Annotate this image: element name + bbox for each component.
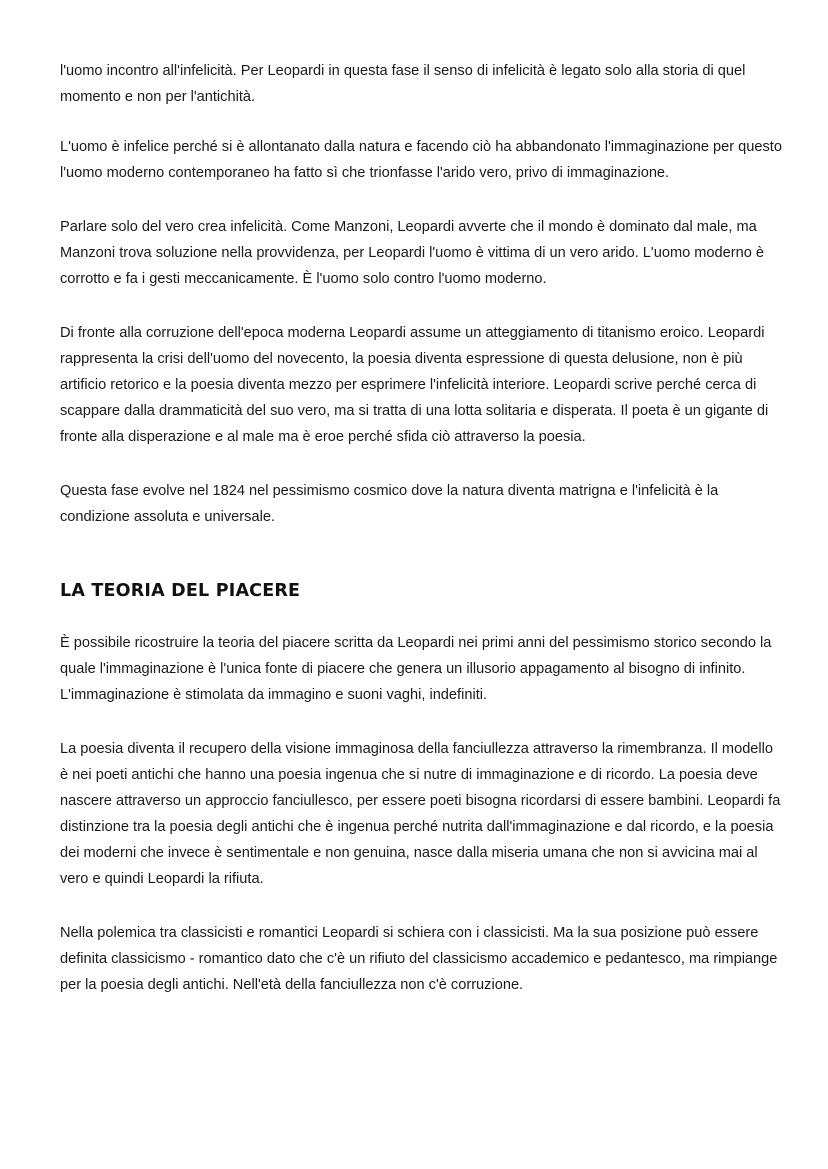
paragraph-5: Questa fase evolve nel 1824 nel pessimismo cosmico dove la natura diventa matrigna e l'infelicità è la condizione assoluta e universale. (60, 483, 719, 525)
paragraph-6: È possibile ricostruire la teoria del piacere scritta da Leopardi nei primi anni del pessimismo storico secondo la quale l'immaginazione è l'unica fonte di piacere che genera un illusorio appagamento al bisogno di infinito. L'immaginazione è stimolata da immagino e suoni vaghi, indefiniti. (60, 635, 772, 703)
section-heading: LA TEORIA DEL PIACERE (60, 581, 301, 601)
paragraph-2: L'uomo è infelice perché si è allontanato dalla natura e facendo ciò ha abbandonato l'immaginazione per questo l'uomo moderno contemporaneo ha fatto sì che trionfasse l'arido vero, privo di immaginazione. (60, 139, 782, 181)
paragraph-4: Di fronte alla corruzione dell'epoca moderna Leopardi assume un atteggiamento di titanismo eroico. Leopardi rappresenta la crisi dell'uomo del novecento, la poesia diventa espressione di questa delusione, non è più artificio retorico e la poesia diventa mezzo per esprimere l'infelicità interiore. Leopardi scrive perché cerca di scappare dalla drammaticità del suo vero, ma si tratta di una lotta solitaria e disperata. Il poeta è un gigante di fronte alla disperazione e al male ma è eroe perché sfida ciò attraverso la poesia. (60, 325, 769, 445)
document-body (60, 58, 782, 998)
paragraph-7: La poesia diventa il recupero della visione immaginosa della fanciullezza attraverso la rimembranza. Il modello è nei poeti antichi che hanno una poesia ingenua che si nutre di immaginazione e di ricordo. La poesia deve nascere attraverso un approccio fanciullesco, per essere poeti bisogna ricordarsi di essere bambini. Leopardi fa distinzione tra la poesia degli antichi che è ingenua perché nutrita dall'immaginazione e dal ricordo, e la poesia dei moderni che invece è sentimentale e non genuina, nasce dalla miseria umana che non si avvicina mai al vero e quindi Leopardi la rifiuta. (60, 741, 781, 887)
paragraph-8: Nella polemica tra classicisti e romantici Leopardi si schiera con i classicisti. Ma la sua posizione può essere definita classicismo - romantico dato che c'è un rifiuto del classicismo accademico e pedantesco, ma rimpiange per la poesia degli antichi. Nell'età della fanciullezza non c'è corruzione. (60, 925, 778, 993)
paragraph-1: l'uomo incontro all'infelicità. Per Leopardi in questa fase il senso di infelicità è legato solo alla storia di quel momento e non per l'antichità. (60, 63, 746, 105)
paragraph-3: Parlare solo del vero crea infelicità. Come Manzoni, Leopardi avverte che il mondo è dominato dal male, ma Manzoni trova soluzione nella provvidenza, per Leopardi l'uomo è vittima di un vero arido. L'uomo moderno è corrotto e fa i gesti meccanicamente. È l'uomo solo contro l'uomo moderno. (60, 219, 765, 287)
